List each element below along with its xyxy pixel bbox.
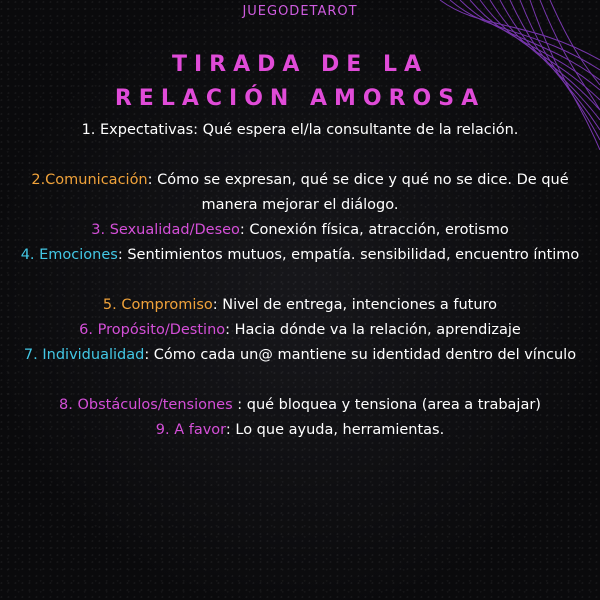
item-text: : Cómo cada un@ mantiene su identidad dentro del vínculo — [144, 347, 577, 363]
item-a-favor — [10, 418, 590, 443]
item-label: 2.Comunicación — [31, 172, 148, 188]
title-line-2: RELACIÓN AMOROSA — [114, 86, 486, 111]
item-comunicacion — [10, 168, 590, 218]
item-label: 4. Emociones — [20, 247, 118, 263]
item-obstaculos — [10, 393, 590, 418]
item-label: 3. Sexualidad/Deseo — [91, 222, 240, 238]
item-label: 5. Compromiso — [102, 297, 213, 313]
brand-header: JUEGODETAROT — [242, 4, 358, 19]
card-list — [10, 118, 590, 443]
item-label: 8. Obstáculos/tensiones — [59, 397, 238, 413]
item-text: : Hacia dónde va la relación, aprendizaje — [225, 322, 521, 338]
item-sexualidad — [10, 218, 590, 243]
item-text: : Lo que ayuda, herramientas. — [225, 422, 445, 438]
item-compromiso — [10, 293, 590, 318]
item-proposito — [10, 318, 590, 343]
item-text: : Nivel de entrega, intenciones a futuro — [212, 297, 498, 313]
item-text: : Cómo se expresan, qué se dice y qué no se dice. De qué manera mejorar el diálogo. — [147, 172, 569, 213]
item-label: 7. Individualidad — [23, 347, 145, 363]
item-emociones — [10, 243, 590, 268]
item-individualidad — [10, 343, 590, 368]
item-expectativas — [10, 118, 590, 143]
item-text: : Sentimientos mutuos, empatía. sensibilidad, encuentro íntimo — [117, 247, 580, 263]
page-title — [0, 48, 600, 116]
item-label: 9. A favor — [155, 422, 226, 438]
item-text: : qué bloquea y tensiona (area a trabajar) — [237, 397, 541, 413]
item-text: : Conexión física, atracción, erotismo — [239, 222, 509, 238]
item-text: 1. Expectativas: Qué espera el/la consultante de la relación. — [81, 122, 519, 138]
title-line-1: TIRADA DE LA — [171, 52, 429, 77]
item-label: 6. Propósito/Destino — [79, 322, 226, 338]
